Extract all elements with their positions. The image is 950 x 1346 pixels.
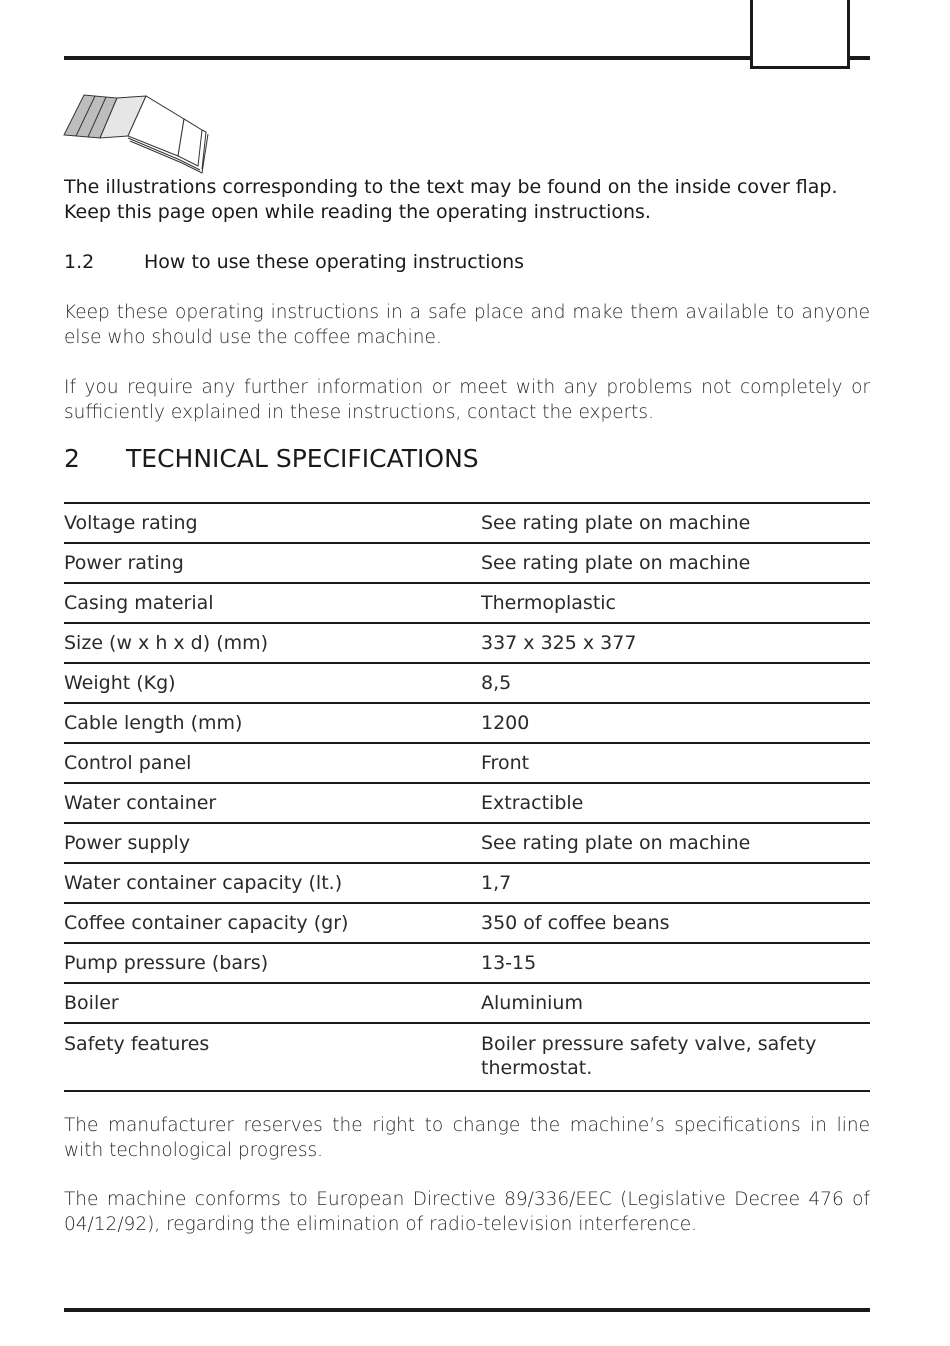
spec-value: 1200: [481, 712, 530, 734]
spec-label: Pump pressure (bars): [64, 952, 269, 974]
spec-label: Safety features: [64, 1033, 210, 1055]
table-row: [64, 743, 870, 783]
bottom-rule: [64, 1308, 870, 1312]
section-number: 2: [64, 444, 80, 473]
spec-label: Size (w x h x d) (mm): [64, 632, 269, 654]
table-row: [64, 623, 870, 663]
spec-value: 337 x 325 x 377: [481, 632, 637, 654]
paragraph-keep-safe: Keep these operating instructions in a safe place and make them available to anyone else who should use the coffee machine.: [64, 302, 870, 348]
subsection-heading: [64, 250, 524, 275]
subsection-title: How to use these operating instructions: [144, 251, 525, 273]
specifications-table: [64, 502, 870, 1092]
spec-label: Coffee container capacity (gr): [64, 912, 349, 934]
spec-value: Thermoplastic: [481, 592, 617, 614]
spec-value: 8,5: [481, 672, 512, 694]
spec-value: Aluminium: [481, 992, 583, 1014]
table-row: [64, 863, 870, 903]
spec-value: 1,7: [481, 872, 512, 894]
table-row: [64, 903, 870, 943]
table-row: [64, 983, 870, 1023]
table-row: [64, 943, 870, 983]
fold-out-booklet-icon: [62, 92, 212, 176]
subsection-number: 1.2: [64, 251, 95, 273]
intro-text: [64, 175, 870, 225]
table-row: [64, 1023, 870, 1091]
spec-value: Boiler pressure safety valve, safety thermostat.: [481, 1033, 817, 1079]
spec-value: Front: [481, 752, 530, 774]
spec-label: Water container: [64, 792, 217, 814]
table-row: [64, 543, 870, 583]
spec-label: Power supply: [64, 832, 191, 854]
table-row: [64, 783, 870, 823]
intro-line-1: The illustrations corresponding to the text may be found on the inside cover flap.: [64, 176, 838, 198]
spec-label: Control panel: [64, 752, 192, 774]
spec-label: Water container capacity (lt.): [64, 872, 343, 894]
spec-label: Boiler: [64, 992, 119, 1014]
intro-line-2: Keep this page open while reading the operating instructions.: [64, 201, 651, 223]
section-heading: [64, 444, 479, 474]
spec-value: See rating plate on machine: [481, 552, 751, 574]
spec-label: Power rating: [64, 552, 184, 574]
paragraph-manufacturer: The manufacturer reserves the right to change the machine’s specifications in line with technological progress.: [64, 1115, 870, 1161]
spec-value: 350 of coffee beans: [481, 912, 670, 934]
table-row: [64, 663, 870, 703]
spec-label: Cable length (mm): [64, 712, 243, 734]
spec-value: Extractible: [481, 792, 584, 814]
spec-label: Casing material: [64, 592, 214, 614]
spec-value: See rating plate on machine: [481, 832, 751, 854]
page-number-box: [750, 0, 850, 69]
spec-label: Voltage rating: [64, 512, 198, 534]
table-row: [64, 503, 870, 543]
paragraph-further-info: If you require any further information or meet with any problems not completely or sufficiently explained in these instructions, contact the experts.: [64, 377, 870, 423]
paragraph-directive: The machine conforms to European Directive 89/336/EEC (Legislative Decree 476 of 04/12/92), regarding the elimination of radio-television interference.: [64, 1189, 870, 1235]
spec-value: 13-15: [481, 952, 537, 974]
spec-value: See rating plate on machine: [481, 512, 751, 534]
spec-label: Weight (Kg): [64, 672, 176, 694]
table-row: [64, 823, 870, 863]
table-row: [64, 703, 870, 743]
section-title: TECHNICAL SPECIFICATIONS: [126, 444, 479, 473]
table-row: [64, 583, 870, 623]
